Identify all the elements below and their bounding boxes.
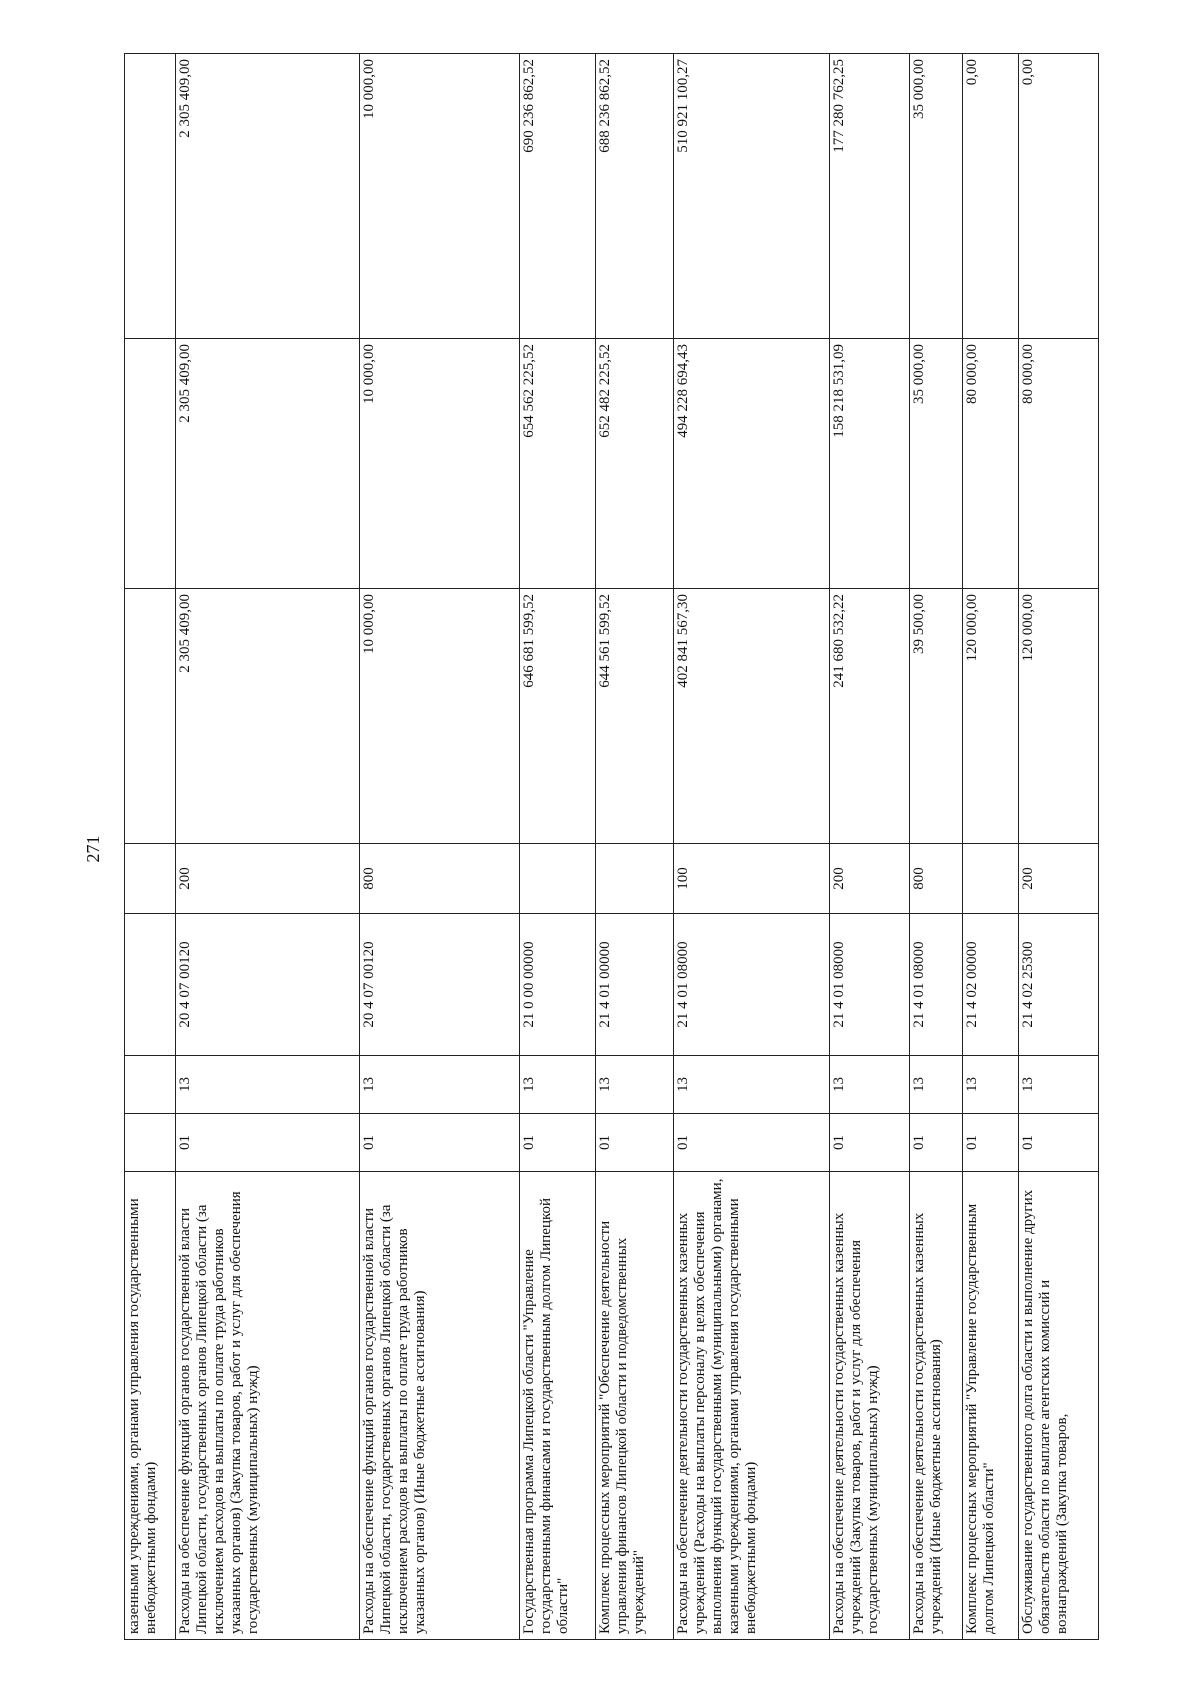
section-code: 01: [963, 1114, 1019, 1172]
subsection-code: 13: [963, 1056, 1019, 1114]
amount-year-2: 80 000,00: [963, 339, 1019, 589]
target-article-code: 21 4 01 08000: [673, 914, 829, 1056]
section-code: 01: [176, 1114, 360, 1172]
amount-year-1: 646 681 599,52: [520, 589, 596, 844]
target-article-code: 21 4 02 25300: [1018, 914, 1098, 1056]
target-article-code: [125, 914, 176, 1056]
page-number: 271: [83, 835, 103, 863]
amount-year-2: 654 562 225,52: [520, 339, 596, 589]
table-row: [1018, 54, 1098, 1640]
amount-year-2: 494 228 694,43: [673, 339, 829, 589]
expense-type-code: 200: [1018, 844, 1098, 914]
row-description: Государственная программа Липецкой области "Управление государственными финансами и государственным долгом Липецкой области": [520, 1172, 596, 1640]
table-row: [520, 54, 596, 1640]
section-code: 01: [673, 1114, 829, 1172]
expense-type-code: 200: [176, 844, 360, 914]
target-article-code: 20 4 07 00120: [359, 914, 519, 1056]
subsection-code: [125, 1056, 176, 1114]
target-article-code: 21 0 00 00000: [520, 914, 596, 1056]
expense-type-code: [125, 844, 176, 914]
subsection-code: 13: [909, 1056, 962, 1114]
table-row: [829, 54, 909, 1640]
expense-type-code: [520, 844, 596, 914]
subsection-code: 13: [673, 1056, 829, 1114]
amount-year-1: 241 680 532,22: [829, 589, 909, 844]
section-code: 01: [520, 1114, 596, 1172]
section-code: 01: [829, 1114, 909, 1172]
expense-type-code: 100: [673, 844, 829, 914]
row-description: Комплекс процессных мероприятий "Управление государственным долгом Липецкой области": [963, 1172, 1019, 1640]
amount-year-3: 10 000,00: [359, 54, 519, 339]
row-description: Обслуживание государственного долга области и выполнение других обязательств области по выплате агентских комиссий и вознаграждений (Закупка товаров,: [1018, 1172, 1098, 1640]
amount-year-3: 510 921 100,27: [673, 54, 829, 339]
budget-table: [124, 53, 1099, 1640]
table-row: [595, 54, 673, 1640]
expense-type-code: 800: [909, 844, 962, 914]
table-row: [125, 54, 176, 1640]
row-description: Расходы на обеспечение функций органов государственной власти Липецкой области, государственных органов Липецкой области (за исключением расходов на выплаты по оплате труда работников указанных органов) (Закупка товаров, работ и услуг для обеспечения государственных (муниципальных) нужд): [176, 1172, 360, 1640]
subsection-code: 13: [829, 1056, 909, 1114]
amount-year-3: 2 305 409,00: [176, 54, 360, 339]
row-description: Расходы на обеспечение деятельности государственных казенных учреждений (Закупка товаров, работ и услуг для обеспечения государственных (муниципальных) нужд): [829, 1172, 909, 1640]
amount-year-3: [125, 54, 176, 339]
table-row: [359, 54, 519, 1640]
amount-year-1: [125, 589, 176, 844]
subsection-code: 13: [359, 1056, 519, 1114]
expense-type-code: [963, 844, 1019, 914]
amount-year-2: 2 305 409,00: [176, 339, 360, 589]
section-code: [125, 1114, 176, 1172]
row-description: Комплекс процессных мероприятий "Обеспечение деятельности управления финансов Липецкой области и подведомственных учреждений": [595, 1172, 673, 1640]
expense-type-code: 800: [359, 844, 519, 914]
expense-type-code: [595, 844, 673, 914]
section-code: 01: [909, 1114, 962, 1172]
table-row: [909, 54, 962, 1640]
subsection-code: 13: [1018, 1056, 1098, 1114]
target-article-code: 21 4 01 08000: [829, 914, 909, 1056]
section-code: 01: [595, 1114, 673, 1172]
expense-type-code: 200: [829, 844, 909, 914]
amount-year-3: 0,00: [1018, 54, 1098, 339]
amount-year-3: 688 236 862,52: [595, 54, 673, 339]
subsection-code: 13: [520, 1056, 596, 1114]
amount-year-1: 10 000,00: [359, 589, 519, 844]
target-article-code: 20 4 07 00120: [176, 914, 360, 1056]
amount-year-3: 35 000,00: [909, 54, 962, 339]
amount-year-2: [125, 339, 176, 589]
amount-year-1: 402 841 567,30: [673, 589, 829, 844]
rotated-page-content: [124, 54, 1099, 1640]
amount-year-2: 35 000,00: [909, 339, 962, 589]
amount-year-2: 10 000,00: [359, 339, 519, 589]
amount-year-2: 652 482 225,52: [595, 339, 673, 589]
table-row: [963, 54, 1019, 1640]
table-row: [176, 54, 360, 1640]
row-description: казенными учреждениями, органами управления государственными внебюджетными фондами): [125, 1172, 176, 1640]
row-description: Расходы на обеспечение деятельности государственных казенных учреждений (Иные бюджетные ассигнования): [909, 1172, 962, 1640]
row-description: Расходы на обеспечение деятельности государственных казенных учреждений (Расходы на выплаты персоналу в целях обеспечения выполнения функций государственными (муниципальными) органами, казенными учреждениями, органами управления государственными внебюджетными фондами): [673, 1172, 829, 1640]
amount-year-1: 120 000,00: [1018, 589, 1098, 844]
amount-year-1: 39 500,00: [909, 589, 962, 844]
section-code: 01: [1018, 1114, 1098, 1172]
table-row: [673, 54, 829, 1640]
amount-year-3: 0,00: [963, 54, 1019, 339]
subsection-code: 13: [176, 1056, 360, 1114]
target-article-code: 21 4 01 08000: [909, 914, 962, 1056]
amount-year-1: 2 305 409,00: [176, 589, 360, 844]
amount-year-2: 158 218 531,09: [829, 339, 909, 589]
target-article-code: 21 4 01 00000: [595, 914, 673, 1056]
subsection-code: 13: [595, 1056, 673, 1114]
amount-year-3: 690 236 862,52: [520, 54, 596, 339]
row-description: Расходы на обеспечение функций органов государственной власти Липецкой области, государственных органов Липецкой области (за исключением расходов на выплаты по оплате труда работников указанных органов) (Иные бюджетные ассигнования): [359, 1172, 519, 1640]
section-code: 01: [359, 1114, 519, 1172]
amount-year-1: 120 000,00: [963, 589, 1019, 844]
amount-year-3: 177 280 762,25: [829, 54, 909, 339]
target-article-code: 21 4 02 00000: [963, 914, 1019, 1056]
amount-year-1: 644 561 599,52: [595, 589, 673, 844]
amount-year-2: 80 000,00: [1018, 339, 1098, 589]
